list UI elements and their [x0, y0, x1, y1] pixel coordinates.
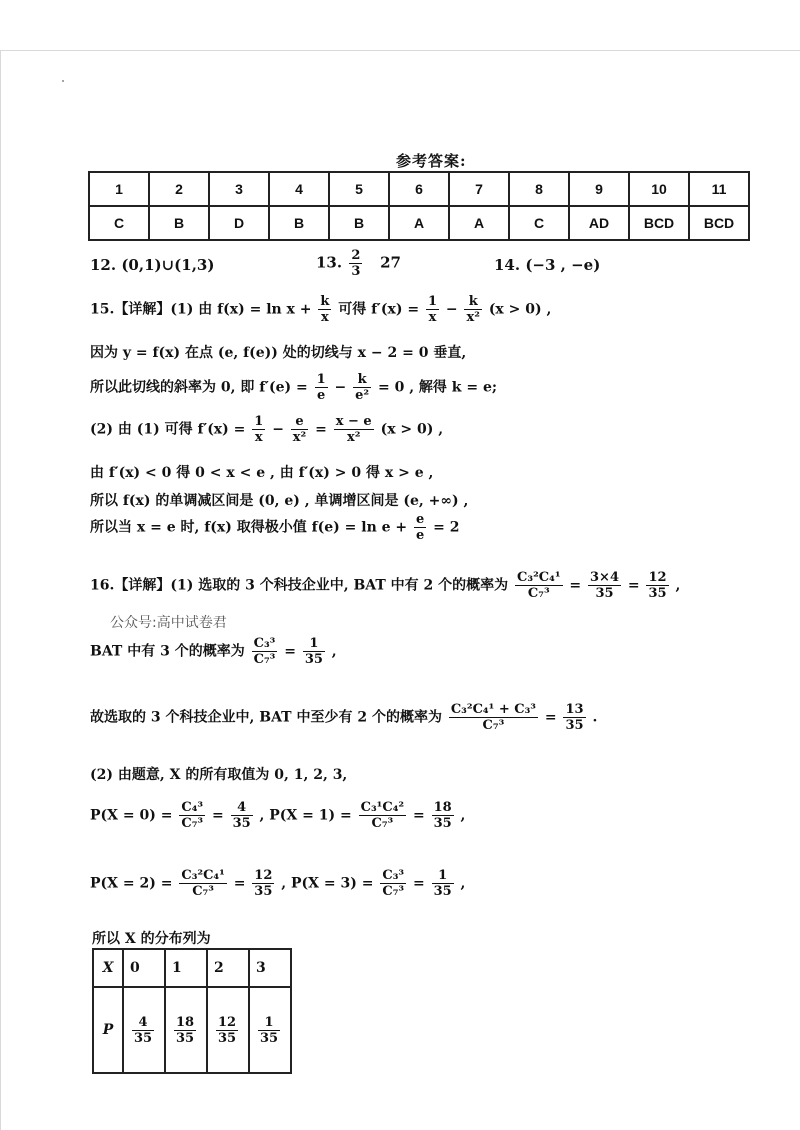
- q16-p1-text: =: [412, 807, 425, 824]
- fraction: $\frac{18}{35}$: [176, 1014, 195, 1046]
- q15-line-7: [90, 512, 460, 543]
- q16-p1-text: ,: [460, 807, 466, 824]
- q15-l7-text: 所以当 x = e 时, f(x) 取得极小值 f(e) = ln e +: [90, 519, 408, 536]
- q16-p3-text: ,: [460, 875, 466, 892]
- q15-l4-text: (2) 由 (1) 可得 f′(x) =: [90, 421, 246, 438]
- q16-line-1: [90, 570, 680, 601]
- answer-cell: C: [89, 206, 149, 240]
- q13-fraction: $\frac{2}{3}$: [351, 248, 361, 279]
- fraction: $\frac{12}{35}$: [218, 1014, 237, 1046]
- answer-number-cell: 5: [329, 172, 389, 206]
- answer-number-cell: 2: [149, 172, 209, 206]
- dist-p-cell: [207, 987, 249, 1073]
- fraction: $\frac{\text{C₃³}}{\text{C₇³}}$: [382, 868, 405, 899]
- answer-table-number-row: [89, 172, 749, 206]
- answer-cell: A: [449, 206, 509, 240]
- scan-speck: [62, 80, 64, 82]
- q16-line-3: [90, 702, 597, 733]
- dist-x-cell: 3: [249, 949, 291, 987]
- q16-p0-p1-line: [90, 800, 465, 831]
- q13-second-answer: 27: [380, 253, 401, 272]
- page-top-border: [0, 50, 800, 51]
- q15-l3-text: 所以此切线的斜率为 0, 即 f′(e) =: [90, 379, 308, 396]
- q16-p1-text: , P(X = 1) =: [259, 807, 352, 824]
- fraction: $\frac{x - e}{\text{x²}}$: [335, 414, 372, 445]
- answer-number-cell: 9: [569, 172, 629, 206]
- answer-number-cell: 10: [629, 172, 689, 206]
- fraction: $\frac{1}{35}$: [304, 636, 323, 667]
- answer-number-cell: 6: [389, 172, 449, 206]
- answer-number-cell: 11: [689, 172, 749, 206]
- q15-line-5: 由 f′(x) < 0 得 0 < x < e , 由 f′(x) > 0 得 x > e ,: [90, 465, 434, 481]
- answer-number-cell: 7: [449, 172, 509, 206]
- q16-line-2: [90, 636, 337, 667]
- fraction: $\frac{\text{C₃³}}{\text{C₇³}}$: [253, 636, 276, 667]
- answer-key-title: 参考答案:: [396, 152, 467, 170]
- answer-cell: C: [509, 206, 569, 240]
- answer-cell: BCD: [629, 206, 689, 240]
- q16-p2-text: P(X = 2) =: [90, 875, 173, 892]
- distribution-table: [92, 948, 292, 1074]
- q15-l1-text: −: [445, 301, 458, 318]
- answer-cell: BCD: [689, 206, 749, 240]
- fraction: $\frac{12}{35}$: [648, 570, 667, 601]
- answer-table-answer-row: [89, 206, 749, 240]
- q15-l4-text: −: [272, 421, 284, 438]
- answer-q14: 14. (−3 , −e): [494, 256, 601, 274]
- dist-p-cell: [123, 987, 165, 1073]
- q16-p2-text: =: [233, 875, 246, 892]
- watermark-text: 公众号:高中试卷君: [110, 615, 227, 631]
- q16-l2-text: =: [284, 643, 296, 660]
- answer-cell: B: [149, 206, 209, 240]
- q16-l2-text: BAT 中有 3 个的概率为: [90, 643, 245, 660]
- q15-line-6: 所以 f(x) 的单调减区间是 (0, e) , 单调增区间是 (e, +∞) ,: [90, 493, 469, 509]
- q16-p2-p3-line: [90, 868, 465, 899]
- fraction: $\frac{1}{e}$: [316, 372, 326, 403]
- dist-x-cell: 2: [207, 949, 249, 987]
- answer-q12: 12. (0,1)∪(1,3): [90, 256, 215, 274]
- fraction: $\frac{k}{x}$: [320, 294, 330, 325]
- q15-l4-text: =: [315, 421, 327, 438]
- fraction: $\frac{e}{\text{x²}}$: [292, 414, 307, 445]
- q16-line-4: (2) 由题意, X 的所有取值为 0, 1, 2, 3,: [90, 767, 348, 783]
- fraction: $\frac{1}{35}$: [433, 868, 452, 899]
- q16-l3-text: =: [544, 709, 557, 726]
- fraction: $\frac{4}{35}$: [232, 800, 251, 831]
- q16-p3-text: , P(X = 3) =: [281, 875, 374, 892]
- answer-number-cell: 8: [509, 172, 569, 206]
- q15-l3-text: = 0 , 解得 k = e;: [377, 379, 498, 396]
- fraction: $\frac{13}{35}$: [565, 702, 584, 733]
- dist-x-cell: 0: [123, 949, 165, 987]
- q16-l1-text: =: [569, 577, 582, 594]
- q16-p3-text: =: [412, 875, 425, 892]
- q16-p0-text: P(X = 0) =: [90, 807, 173, 824]
- fraction: $\frac{18}{35}$: [433, 800, 452, 831]
- fraction: $\frac{\text{C₄³}}{\text{C₇³}}$: [181, 800, 204, 831]
- q15-line-3: [90, 372, 497, 403]
- q15-l3-text: −: [334, 379, 347, 396]
- fraction: $\frac{\text{C₃²C₄¹}}{\text{C₇³}}$: [181, 868, 225, 899]
- q15-l1-text: 可得 f′(x) =: [338, 301, 420, 318]
- q15-line-1: [90, 294, 551, 325]
- fraction: $\frac{4}{35}$: [134, 1014, 153, 1046]
- page-left-border: [0, 50, 1, 1130]
- fraction: $\frac{3\times 4}{35}$: [590, 570, 619, 601]
- q13-label: 13.: [316, 253, 343, 272]
- fraction: $\frac{1}{x}$: [427, 294, 437, 325]
- q16-l3-text: 故选取的 3 个科技企业中, BAT 中至少有 2 个的概率为: [90, 709, 442, 726]
- fraction: $\frac{\text{C₃¹C₄²}}{\text{C₇³}}$: [360, 800, 405, 831]
- dist-header-x: X: [93, 949, 123, 987]
- q15-l4-text: (x > 0) ,: [380, 421, 444, 438]
- dist-x-cell: 1: [165, 949, 207, 987]
- fraction: $\frac{k}{\text{e²}}$: [355, 372, 370, 403]
- dist-header-p: P: [93, 987, 123, 1073]
- answer-cell: AD: [569, 206, 629, 240]
- answer-number-cell: 3: [209, 172, 269, 206]
- q15-l1-text: (x > 0) ,: [488, 301, 552, 318]
- answer-q13: [316, 248, 401, 279]
- fraction: $\frac{12}{35}$: [254, 868, 273, 899]
- q16-l2-text: ,: [331, 643, 337, 660]
- fraction: $\frac{\text{C₃²C₄¹ + C₃³}}{\text{C₇³}}$: [450, 702, 536, 733]
- q15-l7-text: = 2: [433, 519, 460, 536]
- answer-cell: D: [209, 206, 269, 240]
- q16-l1-text: 16.【详解】(1) 选取的 3 个科技企业中, BAT 中有 2 个的概率为: [90, 577, 509, 594]
- q16-l1-text: =: [627, 577, 640, 594]
- q16-l3-text: .: [592, 709, 598, 726]
- q15-line-2: 因为 y = f(x) 在点 (e, f(e)) 处的切线与 x − 2 = 0 垂直,: [90, 345, 467, 361]
- answer-cell: B: [329, 206, 389, 240]
- dist-p-cell: [249, 987, 291, 1073]
- dist-p-cell: [165, 987, 207, 1073]
- answer-number-cell: 4: [269, 172, 329, 206]
- q16-p0-text: =: [211, 807, 224, 824]
- fraction: $\frac{e}{e}$: [416, 512, 425, 543]
- fraction: $\frac{1}{35}$: [260, 1014, 279, 1046]
- answer-cell: A: [389, 206, 449, 240]
- distribution-x-row: [93, 949, 291, 987]
- answer-table: [88, 171, 750, 241]
- answer-number-cell: 1: [89, 172, 149, 206]
- fraction: $\frac{k}{\text{x²}}$: [466, 294, 480, 325]
- q15-line-4: [90, 414, 443, 445]
- answer-cell: B: [269, 206, 329, 240]
- q16-distribution-label: 所以 X 的分布列为: [92, 931, 211, 947]
- fraction: $\frac{\text{C₃²C₄¹}}{\text{C₇³}}$: [517, 570, 561, 601]
- q16-l1-text: ,: [675, 577, 681, 594]
- fraction: $\frac{1}{x}$: [254, 414, 264, 445]
- distribution-p-row: [93, 987, 291, 1073]
- q15-l1-text: 15.【详解】(1) 由 f(x) = ln x +: [90, 301, 312, 318]
